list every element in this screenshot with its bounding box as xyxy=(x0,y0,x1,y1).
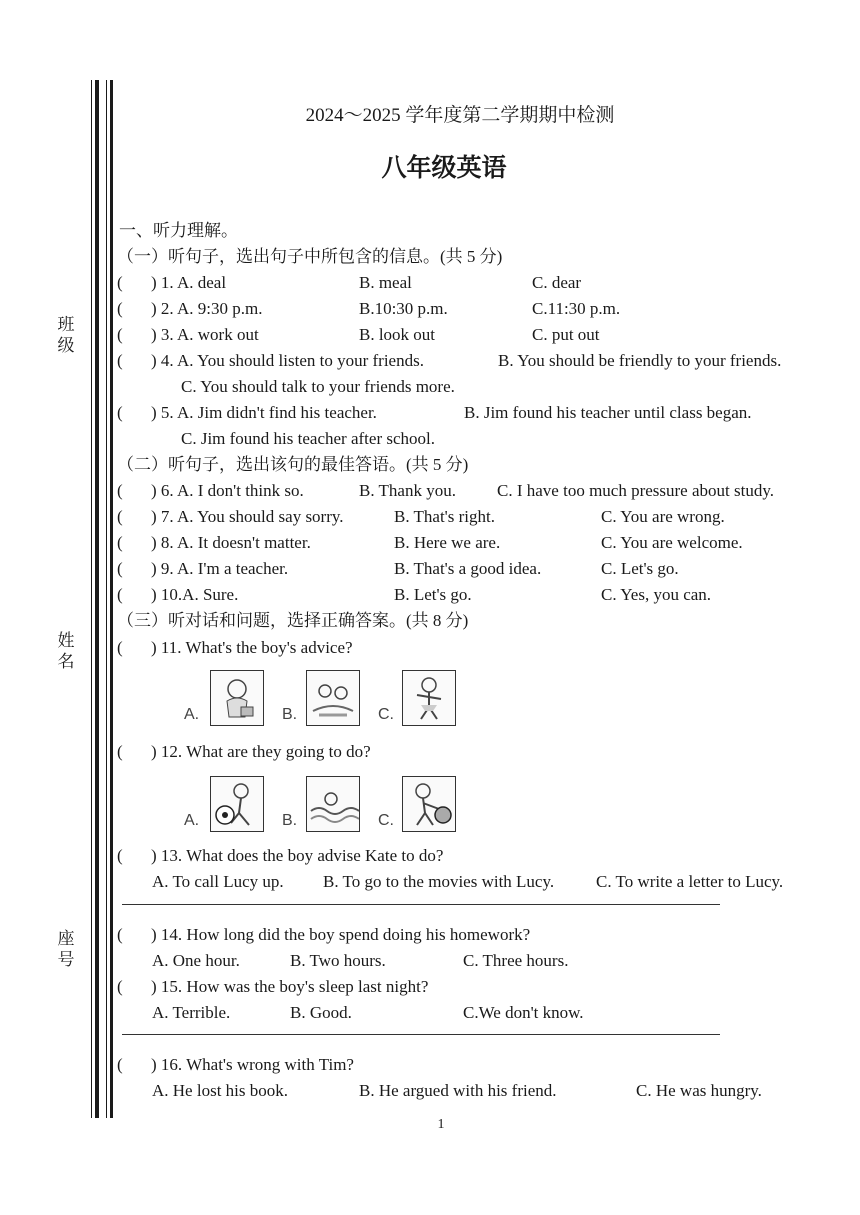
option-c: C. I have too much pressure about study. xyxy=(497,481,774,500)
option-b: B. Thank you. xyxy=(359,481,456,500)
option-b: B. look out xyxy=(359,325,436,344)
picture-label-b: B. xyxy=(282,706,298,723)
option-c: C. put out xyxy=(532,325,600,344)
picture-label-c: C. xyxy=(378,812,394,829)
option-b: B.10:30 p.m. xyxy=(359,299,448,318)
option-a: A. He lost his book. xyxy=(152,1081,288,1100)
question-text: ) 13. What does the boy advise Kate to do? xyxy=(151,846,444,865)
question-row xyxy=(117,532,837,554)
option-c: C.We don't know. xyxy=(463,1003,584,1022)
answer-blank[interactable]: ( xyxy=(117,638,123,657)
option-c: C. He was hungry. xyxy=(636,1081,762,1100)
question-row xyxy=(117,637,837,659)
option-b: B. That's a good idea. xyxy=(394,559,542,578)
options-row xyxy=(117,871,837,893)
answer-blank[interactable]: ( xyxy=(117,351,123,370)
option-a: A. One hour. xyxy=(152,951,240,970)
divider xyxy=(122,1034,720,1035)
picture-label-c: C. xyxy=(378,706,394,723)
question-text: ) 15. How was the boy's sleep last night? xyxy=(151,977,429,996)
question-row xyxy=(117,272,837,294)
answer-blank[interactable]: ( xyxy=(117,977,123,996)
swimming-picture-icon[interactable] xyxy=(306,776,360,832)
section-heading: 一、听力理解。 xyxy=(119,221,238,240)
margin-line-2 xyxy=(95,80,99,1118)
question-text: ) 12. What are they going to do? xyxy=(151,742,371,761)
option-b: B. That's right. xyxy=(394,507,495,526)
option-c: C. Yes, you can. xyxy=(601,585,712,604)
answer-blank[interactable]: ( xyxy=(117,1055,123,1074)
option-c: C. To write a letter to Lucy. xyxy=(596,872,784,891)
question-row xyxy=(117,298,837,320)
margin-line-4 xyxy=(110,80,113,1118)
answer-blank[interactable]: ( xyxy=(117,481,123,500)
question-text: ) 6. A. I don't think so. xyxy=(151,481,304,500)
margin-line-3 xyxy=(106,80,107,1118)
basketball-picture-icon[interactable] xyxy=(402,776,456,832)
question-text: ) 7. A. You should say sorry. xyxy=(151,507,344,526)
answer-blank[interactable]: ( xyxy=(117,403,123,422)
question-row xyxy=(117,324,837,346)
question-row xyxy=(117,976,837,998)
option-c: C. Three hours. xyxy=(463,951,569,970)
option-c: C. You are welcome. xyxy=(601,533,743,552)
picture-label-b: B. xyxy=(282,812,298,829)
question-row xyxy=(117,584,837,606)
options-row xyxy=(117,1002,837,1024)
option-a: A. To call Lucy up. xyxy=(152,872,284,891)
answer-blank[interactable]: ( xyxy=(117,325,123,344)
question-row xyxy=(117,402,837,424)
question-text: ) 1. A. deal xyxy=(151,273,227,292)
question-row xyxy=(117,506,837,528)
children-playing-picture-icon[interactable] xyxy=(306,670,360,726)
q12-pictures xyxy=(180,776,480,836)
option-b: B. Let's go. xyxy=(394,585,472,604)
picture-label-a: A. xyxy=(184,812,200,829)
option-b: B. Jim found his teacher until class began. xyxy=(464,403,752,422)
divider xyxy=(122,904,720,905)
options-row xyxy=(117,1080,837,1102)
q11-pictures xyxy=(180,670,480,730)
answer-blank[interactable]: ( xyxy=(117,507,123,526)
answer-blank[interactable]: ( xyxy=(117,742,123,761)
child-reading-picture-icon[interactable] xyxy=(210,670,264,726)
option-c: C. dear xyxy=(532,273,582,292)
class-label: 班 级 xyxy=(57,315,75,355)
option-b: B. He argued with his friend. xyxy=(359,1081,557,1100)
picture-label-a: A. xyxy=(184,706,200,723)
answer-blank[interactable]: ( xyxy=(117,585,123,604)
answer-blank[interactable]: ( xyxy=(117,925,123,944)
part1-heading: （一）听句子，选出句子中所包含的信息。(共 5 分) xyxy=(117,247,503,266)
question-row xyxy=(117,350,837,372)
option-c: C. Let's go. xyxy=(601,559,679,578)
option-c: C.11:30 p.m. xyxy=(532,299,621,318)
option-b: B. Here we are. xyxy=(394,533,501,552)
question-row xyxy=(117,924,837,946)
question-text: ) 14. How long did the boy spend doing his homework? xyxy=(151,925,531,944)
option-b: B. To go to the movies with Lucy. xyxy=(323,872,555,891)
answer-blank[interactable]: ( xyxy=(117,273,123,292)
question-row xyxy=(117,1054,837,1076)
question-text: ) 3. A. work out xyxy=(151,325,259,344)
part3-heading: （三）听对话和问题，选择正确答案。(共 8 分) xyxy=(117,611,469,630)
question-text: ) 4. A. You should listen to your friends. xyxy=(151,351,424,370)
question-text: ) 5. A. Jim didn't find his teacher. xyxy=(151,403,377,422)
seat-label: 座 号 xyxy=(57,929,75,969)
option-b: B. Good. xyxy=(290,1003,352,1022)
question-text: ) 9. A. I'm a teacher. xyxy=(151,559,289,578)
question-row xyxy=(117,480,837,502)
margin-line-1 xyxy=(91,80,92,1118)
part2-heading: （二）听句子，选出该句的最佳答语。(共 5 分) xyxy=(117,455,469,474)
question-row xyxy=(117,558,837,580)
options-row xyxy=(117,950,837,972)
option-c: C. You should talk to your friends more. xyxy=(181,377,455,396)
exam-subtitle: 八年级英语 xyxy=(381,155,507,182)
page-number: 1 xyxy=(437,1117,445,1132)
question-text: ) 16. What's wrong with Tim? xyxy=(151,1055,354,1074)
question-text: ) 2. A. 9:30 p.m. xyxy=(151,299,263,318)
option-a: A. Terrible. xyxy=(152,1003,231,1022)
option-b: B. meal xyxy=(359,273,412,292)
question-text: ) 10.A. Sure. xyxy=(151,585,239,604)
option-c: C. Jim found his teacher after school. xyxy=(181,429,435,448)
answer-blank[interactable]: ( xyxy=(117,559,123,578)
question-row xyxy=(117,741,837,763)
answer-blank[interactable]: ( xyxy=(117,299,123,318)
question-text: ) 11. What's the boy's advice? xyxy=(151,638,353,657)
girl-dancing-picture-icon[interactable] xyxy=(402,670,456,726)
question-row xyxy=(117,845,837,867)
question-text: ) 8. A. It doesn't matter. xyxy=(151,533,311,552)
exam-title: 2024～2025 学年度第二学期期中检测 xyxy=(305,105,615,126)
name-label: 姓 名 xyxy=(57,631,75,671)
soccer-ball-picture-icon[interactable] xyxy=(210,776,264,832)
answer-blank[interactable]: ( xyxy=(117,846,123,865)
answer-blank[interactable]: ( xyxy=(117,533,123,552)
option-b: B. You should be friendly to your friends. xyxy=(498,351,782,370)
option-b: B. Two hours. xyxy=(290,951,386,970)
option-c: C. You are wrong. xyxy=(601,507,725,526)
